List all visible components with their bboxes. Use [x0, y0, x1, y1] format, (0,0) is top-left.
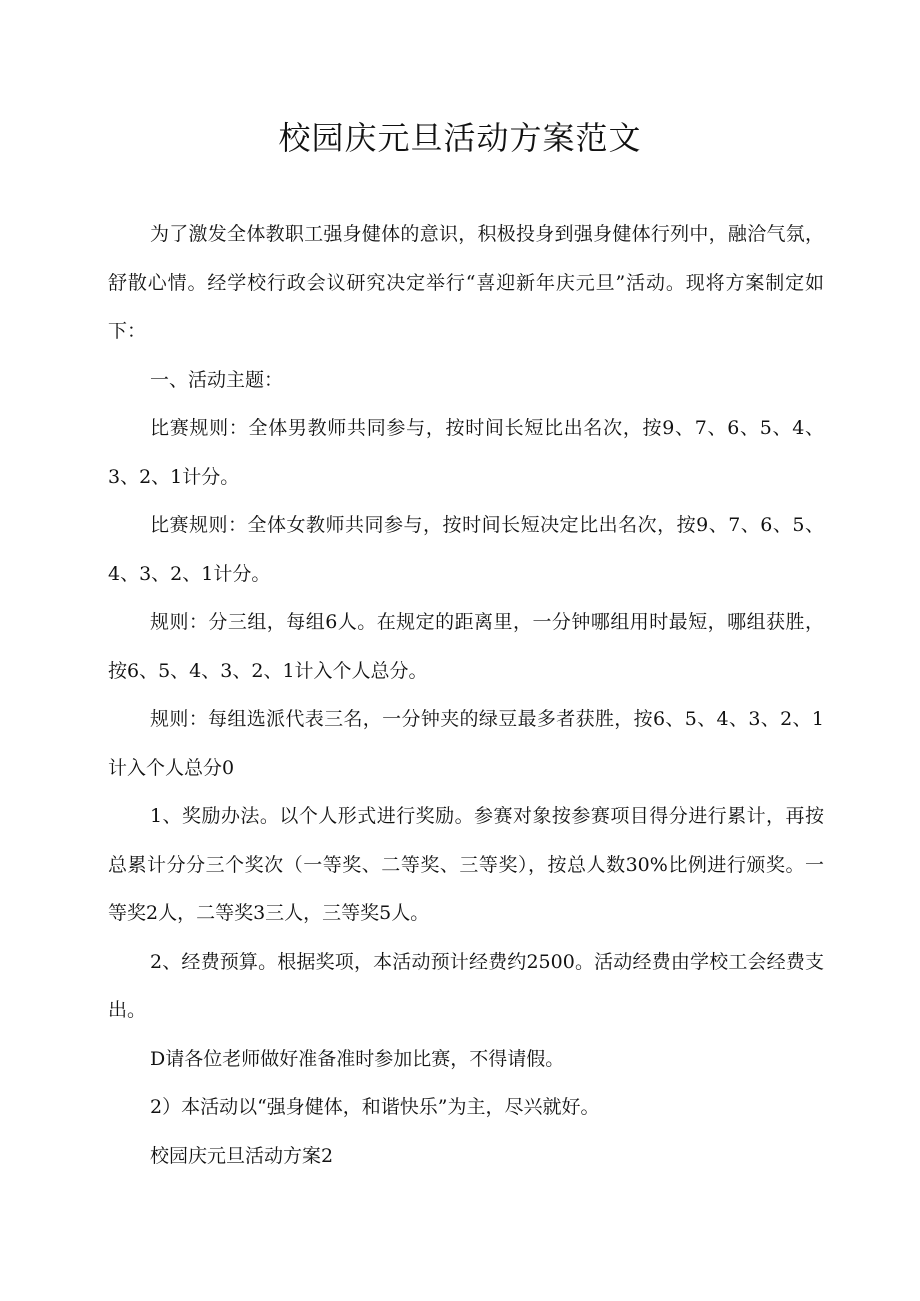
- paragraph-section-theme: 一、活动主题：: [150, 368, 284, 391]
- paragraph-rewards: 1、奖励办法。以个人形式进行奖励。参赛对象按参赛项目得分进行累计，再按总累计分分三个奖次（一等奖、二等奖、三等奖），按总人数30%比例进行颁奖。一等奖2人，二等奖3三人，三等奖5人。: [108, 805, 824, 924]
- paragraph-rule-groups: 规则：分三组，每组6人。在规定的距离里，一分钟哪组用时最短，哪组获胜，按6、5、4、3、2、1计入个人总分。: [108, 611, 824, 682]
- paragraph-budget: 2、经费预算。根据奖项，本活动预计经费约2500。活动经费由学校工会经费支出。: [108, 950, 824, 1021]
- paragraph-note-2: 2）本活动以“强身健体，和谐快乐”为主，尽兴就好。: [150, 1096, 600, 1118]
- paragraph-rule-men: 比赛规则：全体男教师共同参与，按时间长短比出名次，按9、7、6、5、4、3、2、1计分。: [108, 417, 824, 488]
- document-title: 校园庆元旦活动方案范文: [278, 119, 642, 157]
- paragraph-note-1: D请各位老师做好准备准时参加比赛，不得请假。: [150, 1047, 565, 1070]
- paragraph-rule-beans: 规则：每组选派代表三名，一分钟夹的绿豆最多者获胜，按6、5、4、3、2、1计入个人总分0: [108, 708, 824, 779]
- paragraph-next-heading: 校园庆元旦活动方案2: [150, 1144, 334, 1167]
- paragraph-rule-women: 比赛规则：全体女教师共同参与，按时间长短决定比出名次，按9、7、6、5、4、3、2、1计分。: [108, 514, 824, 585]
- document-body: [108, 210, 824, 1180]
- paragraph-intro: 为了激发全体教职工强身健体的意识，积极投身到强身健体行列中，融洽气氛，舒散心情。经学校行政会议研究决定举行“喜迎新年庆元旦”活动。现将方案制定如下：: [108, 223, 824, 342]
